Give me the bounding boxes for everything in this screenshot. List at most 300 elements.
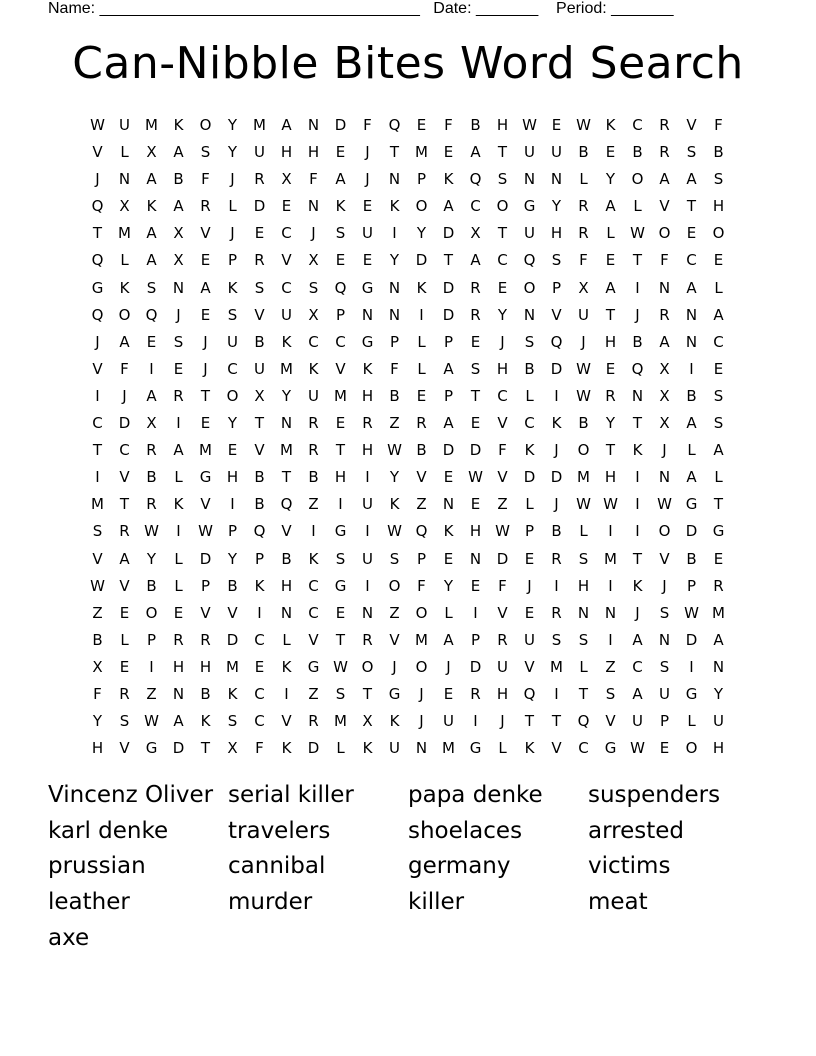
- grid-letter: V: [254, 441, 265, 460]
- grid-letter: N: [523, 170, 536, 189]
- grid-letter: U: [254, 359, 265, 378]
- grid-letter: S: [173, 332, 184, 351]
- grid-letter: U: [281, 305, 292, 324]
- grid-letter: I: [284, 684, 289, 703]
- grid-letter: U: [578, 305, 589, 324]
- grid-letter: L: [417, 359, 426, 378]
- grid-letter: B: [686, 386, 697, 405]
- grid-letter: I: [176, 522, 181, 541]
- grid-letter: W: [144, 522, 159, 541]
- grid-letter: K: [308, 359, 319, 378]
- grid-letter: J: [95, 332, 100, 351]
- letter-grid: [84, 112, 732, 762]
- grid-letter: Y: [146, 549, 157, 568]
- grid-letter: K: [443, 522, 454, 541]
- grid-letter: I: [365, 576, 370, 595]
- grid-letter: W: [603, 495, 618, 514]
- grid-letter: D: [469, 657, 482, 676]
- grid-letter: R: [308, 441, 319, 460]
- grid-letter: A: [470, 251, 481, 270]
- grid-letter: B: [551, 522, 562, 541]
- grid-letter: E: [470, 414, 481, 433]
- grid-letter: N: [388, 305, 401, 324]
- grid-letter: J: [662, 441, 667, 460]
- word-bank-item: travelers: [228, 817, 331, 844]
- grid-letter: S: [686, 143, 697, 162]
- grid-letter: A: [146, 224, 157, 243]
- grid-letter: J: [581, 332, 586, 351]
- grid-letter: F: [201, 170, 210, 189]
- grid-letter: S: [497, 170, 508, 189]
- grid-letter: C: [227, 359, 238, 378]
- grid-letter: S: [713, 170, 724, 189]
- word-bank-item: papa denke: [408, 782, 543, 808]
- page-title: Can-Nibble Bites Word Search: [72, 38, 744, 89]
- grid-letter: K: [524, 441, 535, 460]
- grid-letter: A: [713, 441, 724, 460]
- grid-letter: V: [227, 603, 238, 622]
- grid-letter: D: [415, 251, 428, 270]
- grid-letter: J: [527, 576, 532, 595]
- grid-letter: G: [361, 278, 374, 297]
- grid-letter: C: [686, 251, 697, 270]
- grid-letter: U: [362, 549, 373, 568]
- grid-letter: B: [227, 576, 238, 595]
- grid-letter: I: [554, 386, 559, 405]
- grid-letter: Z: [389, 603, 400, 622]
- grid-letter: Y: [227, 116, 238, 134]
- grid-letter: Y: [281, 386, 292, 405]
- grid-letter: N: [442, 495, 455, 514]
- grid-letter: B: [308, 468, 319, 487]
- grid-letter: L: [579, 657, 588, 676]
- grid-letter: V: [497, 603, 508, 622]
- grid-letter: T: [281, 468, 292, 487]
- grid-letter: V: [200, 603, 211, 622]
- grid-letter: G: [334, 576, 347, 595]
- grid-letter: A: [443, 630, 454, 649]
- grid-letter: N: [118, 170, 131, 189]
- grid-letter: E: [173, 359, 184, 378]
- grid-letter: I: [635, 468, 640, 487]
- grid-letter: D: [685, 522, 698, 541]
- grid-letter: L: [417, 332, 426, 351]
- grid-letter: V: [551, 739, 562, 758]
- grid-letter: S: [659, 657, 670, 676]
- grid-letter: K: [227, 684, 238, 703]
- grid-letter: P: [254, 549, 265, 568]
- grid-letter: Q: [145, 305, 158, 324]
- grid-letter: R: [362, 630, 373, 649]
- grid-letter: L: [714, 278, 723, 297]
- grid-letter: D: [172, 739, 185, 758]
- grid-letter: Q: [91, 305, 104, 324]
- grid-letter: G: [604, 739, 617, 758]
- grid-letter: V: [416, 468, 427, 487]
- grid-letter: X: [146, 143, 157, 162]
- grid-letter: K: [281, 657, 292, 676]
- grid-letter: Y: [389, 468, 400, 487]
- grid-letter: E: [416, 386, 427, 405]
- grid-letter: D: [442, 278, 455, 297]
- grid-letter: L: [579, 522, 588, 541]
- grid-letter: H: [469, 522, 482, 541]
- grid-letter: I: [176, 414, 181, 433]
- grid-letter: S: [335, 224, 346, 243]
- grid-letter: E: [254, 224, 265, 243]
- grid-letter: R: [605, 386, 616, 405]
- grid-letter: J: [203, 332, 208, 351]
- grid-letter: I: [635, 278, 640, 297]
- grid-letter: E: [362, 251, 373, 270]
- word-bank-item: meat: [588, 889, 648, 916]
- grid-letter: B: [389, 386, 400, 405]
- grid-letter: C: [308, 332, 319, 351]
- grid-letter: H: [496, 684, 509, 703]
- grid-letter: D: [307, 739, 320, 758]
- grid-letter: K: [281, 332, 292, 351]
- grid-letter: C: [254, 630, 265, 649]
- grid-letter: B: [254, 468, 265, 487]
- grid-letter: Q: [523, 251, 536, 270]
- grid-letter: A: [686, 468, 697, 487]
- grid-letter: N: [280, 414, 293, 433]
- word-bank-item: killer: [408, 889, 465, 916]
- grid-letter: M: [91, 495, 104, 514]
- grid-letter: O: [631, 170, 644, 189]
- grid-letter: R: [470, 305, 481, 324]
- grid-letter: A: [335, 170, 346, 189]
- grid-letter: W: [90, 116, 105, 134]
- grid-letter: K: [632, 441, 643, 460]
- grid-letter: I: [608, 630, 613, 649]
- grid-letter: V: [200, 224, 211, 243]
- grid-letter: P: [146, 630, 157, 649]
- grid-letter: O: [712, 224, 725, 243]
- grid-letter: H: [334, 468, 347, 487]
- grid-letter: S: [146, 278, 157, 297]
- grid-letter: E: [443, 143, 454, 162]
- grid-letter: E: [470, 576, 481, 595]
- grid-letter: J: [662, 576, 667, 595]
- grid-letter: A: [659, 332, 670, 351]
- grid-letter: C: [308, 576, 319, 595]
- grid-letter: E: [416, 116, 427, 134]
- grid-letter: T: [686, 197, 697, 216]
- grid-letter: S: [713, 414, 724, 433]
- grid-letter: J: [419, 712, 424, 731]
- grid-letter: C: [497, 251, 508, 270]
- grid-letter: L: [174, 576, 183, 595]
- grid-letter: S: [578, 630, 589, 649]
- grid-letter: G: [469, 739, 482, 758]
- grid-letter: F: [390, 359, 399, 378]
- grid-letter: W: [684, 603, 699, 622]
- grid-letter: Z: [146, 684, 157, 703]
- grid-letter: U: [227, 332, 238, 351]
- grid-letter: Y: [551, 197, 562, 216]
- grid-letter: T: [605, 305, 616, 324]
- grid-letter: R: [416, 414, 427, 433]
- grid-letter: M: [577, 468, 590, 487]
- grid-letter: J: [203, 359, 208, 378]
- grid-letter: V: [119, 468, 130, 487]
- grid-letter: Y: [416, 224, 427, 243]
- grid-letter: E: [713, 251, 724, 270]
- grid-letter: K: [173, 495, 184, 514]
- grid-letter: F: [498, 441, 507, 460]
- grid-letter: B: [281, 549, 292, 568]
- grid-letter: F: [660, 251, 669, 270]
- grid-letter: R: [254, 251, 265, 270]
- grid-letter: L: [444, 603, 453, 622]
- grid-letter: X: [92, 657, 103, 676]
- grid-letter: K: [173, 116, 184, 134]
- word-bank-item: murder: [228, 889, 313, 916]
- grid-letter: R: [551, 549, 562, 568]
- grid-letter: L: [687, 712, 696, 731]
- grid-letter: E: [605, 143, 616, 162]
- grid-letter: W: [495, 522, 510, 541]
- grid-letter: Q: [91, 197, 104, 216]
- grid-letter: W: [468, 468, 483, 487]
- grid-letter: K: [227, 278, 238, 297]
- grid-letter: V: [335, 359, 346, 378]
- grid-letter: Z: [605, 657, 616, 676]
- grid-letter: O: [658, 522, 671, 541]
- grid-letter: I: [689, 657, 694, 676]
- grid-letter: V: [200, 495, 211, 514]
- grid-letter: T: [524, 712, 535, 731]
- grid-letter: W: [576, 359, 591, 378]
- grid-letter: T: [497, 224, 508, 243]
- grid-letter: V: [551, 305, 562, 324]
- grid-letter: N: [685, 305, 698, 324]
- grid-letter: D: [442, 305, 455, 324]
- grid-letter: R: [659, 116, 670, 134]
- grid-letter: K: [389, 712, 400, 731]
- grid-letter: A: [119, 332, 130, 351]
- grid-letter: X: [281, 170, 292, 189]
- grid-letter: X: [578, 278, 589, 297]
- grid-letter: J: [419, 684, 424, 703]
- grid-letter: Y: [389, 251, 400, 270]
- grid-letter: X: [362, 712, 373, 731]
- grid-letter: T: [119, 495, 130, 514]
- grid-letter: F: [714, 116, 723, 134]
- grid-letter: F: [120, 359, 129, 378]
- grid-letter: M: [334, 386, 347, 405]
- grid-letter: D: [253, 197, 266, 216]
- grid-letter: K: [335, 197, 346, 216]
- grid-letter: D: [199, 549, 212, 568]
- grid-letter: H: [604, 468, 617, 487]
- grid-letter: R: [470, 684, 481, 703]
- grid-letter: F: [309, 170, 318, 189]
- grid-letter: I: [473, 603, 478, 622]
- grid-letter: Z: [389, 414, 400, 433]
- grid-letter: R: [470, 278, 481, 297]
- grid-letter: I: [257, 603, 262, 622]
- grid-letter: H: [712, 739, 725, 758]
- grid-letter: E: [443, 468, 454, 487]
- grid-letter: I: [689, 359, 694, 378]
- grid-letter: J: [554, 441, 559, 460]
- grid-letter: T: [605, 441, 616, 460]
- grid-letter: X: [470, 224, 481, 243]
- grid-letter: E: [200, 305, 211, 324]
- grid-letter: N: [685, 332, 698, 351]
- grid-letter: T: [578, 684, 589, 703]
- grid-letter: L: [579, 170, 588, 189]
- grid-letter: V: [308, 630, 319, 649]
- grid-letter: S: [524, 332, 535, 351]
- grid-letter: A: [173, 712, 184, 731]
- grid-letter: D: [496, 549, 509, 568]
- grid-letter: L: [525, 495, 534, 514]
- grid-letter: P: [200, 576, 211, 595]
- grid-letter: C: [470, 197, 481, 216]
- grid-letter: K: [119, 278, 130, 297]
- word-bank-item: axe: [48, 924, 90, 951]
- grid-letter: Q: [550, 332, 563, 351]
- grid-letter: S: [551, 251, 562, 270]
- grid-letter: D: [334, 116, 347, 134]
- grid-letter: M: [280, 441, 293, 460]
- grid-letter: B: [254, 332, 265, 351]
- grid-letter: G: [307, 657, 320, 676]
- grid-letter: V: [659, 197, 670, 216]
- grid-letter: W: [576, 386, 591, 405]
- grid-letter: Q: [280, 495, 293, 514]
- grid-letter: K: [308, 549, 319, 568]
- grid-letter: E: [119, 657, 130, 676]
- grid-letter: B: [524, 359, 535, 378]
- grid-letter: K: [605, 116, 616, 134]
- grid-letter: U: [524, 143, 535, 162]
- grid-letter: M: [415, 630, 428, 649]
- grid-letter: B: [146, 576, 157, 595]
- grid-letter: K: [146, 197, 157, 216]
- grid-letter: Y: [713, 684, 724, 703]
- grid-letter: L: [525, 386, 534, 405]
- grid-letter: H: [280, 576, 293, 595]
- grid-letter: T: [200, 739, 211, 758]
- grid-letter: C: [632, 116, 643, 134]
- grid-letter: H: [712, 197, 725, 216]
- grid-letter: B: [578, 143, 589, 162]
- grid-letter: R: [119, 522, 130, 541]
- grid-letter: H: [307, 143, 320, 162]
- grid-letter: F: [255, 739, 264, 758]
- grid-letter: F: [579, 251, 588, 270]
- grid-letter: W: [333, 657, 348, 676]
- grid-letter: E: [659, 739, 670, 758]
- grid-letter: J: [122, 386, 127, 405]
- grid-letter: V: [92, 359, 103, 378]
- grid-letter: I: [635, 495, 640, 514]
- grid-letter: Q: [577, 712, 590, 731]
- grid-letter: R: [173, 630, 184, 649]
- grid-letter: B: [578, 414, 589, 433]
- grid-letter: X: [173, 224, 184, 243]
- grid-letter: T: [335, 441, 346, 460]
- grid-letter: P: [551, 278, 562, 297]
- grid-letter: G: [91, 278, 104, 297]
- grid-letter: B: [92, 630, 103, 649]
- grid-letter: Q: [631, 359, 644, 378]
- grid-letter: Y: [227, 414, 238, 433]
- grid-letter: M: [415, 143, 428, 162]
- grid-letter: A: [713, 630, 724, 649]
- grid-letter: W: [387, 522, 402, 541]
- grid-letter: V: [389, 630, 400, 649]
- grid-letter: U: [524, 224, 535, 243]
- grid-letter: S: [713, 386, 724, 405]
- grid-letter: Z: [92, 603, 103, 622]
- grid-letter: Y: [605, 170, 616, 189]
- grid-letter: Q: [469, 170, 482, 189]
- grid-letter: V: [119, 739, 130, 758]
- grid-letter: A: [281, 116, 292, 134]
- grid-letter: U: [659, 684, 670, 703]
- grid-letter: P: [416, 170, 427, 189]
- grid-letter: R: [254, 170, 265, 189]
- grid-letter: O: [685, 739, 698, 758]
- grid-letter: A: [146, 251, 157, 270]
- grid-letter: Q: [334, 278, 347, 297]
- grid-letter: A: [119, 549, 130, 568]
- grid-letter: A: [443, 197, 454, 216]
- grid-letter: V: [92, 143, 103, 162]
- grid-letter: V: [605, 712, 616, 731]
- word-bank-item: cannibal: [228, 853, 326, 880]
- grid-letter: U: [308, 386, 319, 405]
- grid-letter: R: [578, 197, 589, 216]
- grid-letter: B: [173, 170, 184, 189]
- grid-letter: K: [389, 495, 400, 514]
- grid-letter: B: [416, 441, 427, 460]
- grid-letter: Y: [497, 305, 508, 324]
- grid-letter: W: [522, 116, 537, 134]
- grid-letter: C: [308, 603, 319, 622]
- grid-letter: S: [92, 522, 103, 541]
- grid-letter: R: [578, 224, 589, 243]
- grid-letter: G: [523, 197, 536, 216]
- grid-letter: N: [658, 278, 671, 297]
- grid-letter: T: [497, 143, 508, 162]
- grid-letter: I: [392, 224, 397, 243]
- grid-letter: Q: [415, 522, 428, 541]
- grid-letter: F: [417, 576, 426, 595]
- grid-letter: X: [119, 197, 130, 216]
- grid-letter: M: [226, 657, 239, 676]
- grid-letter: P: [416, 549, 427, 568]
- word-bank-item: suspenders: [588, 782, 721, 808]
- grid-letter: C: [119, 441, 130, 460]
- grid-letter: N: [523, 305, 536, 324]
- grid-letter: U: [362, 495, 373, 514]
- grid-letter: W: [630, 224, 645, 243]
- grid-letter: I: [419, 305, 424, 324]
- grid-letter: C: [92, 414, 103, 433]
- grid-letter: L: [687, 441, 696, 460]
- grid-letter: N: [604, 603, 617, 622]
- grid-letter: A: [605, 278, 616, 297]
- grid-letter: G: [199, 468, 212, 487]
- grid-letter: E: [281, 197, 292, 216]
- grid-letter: R: [308, 712, 319, 731]
